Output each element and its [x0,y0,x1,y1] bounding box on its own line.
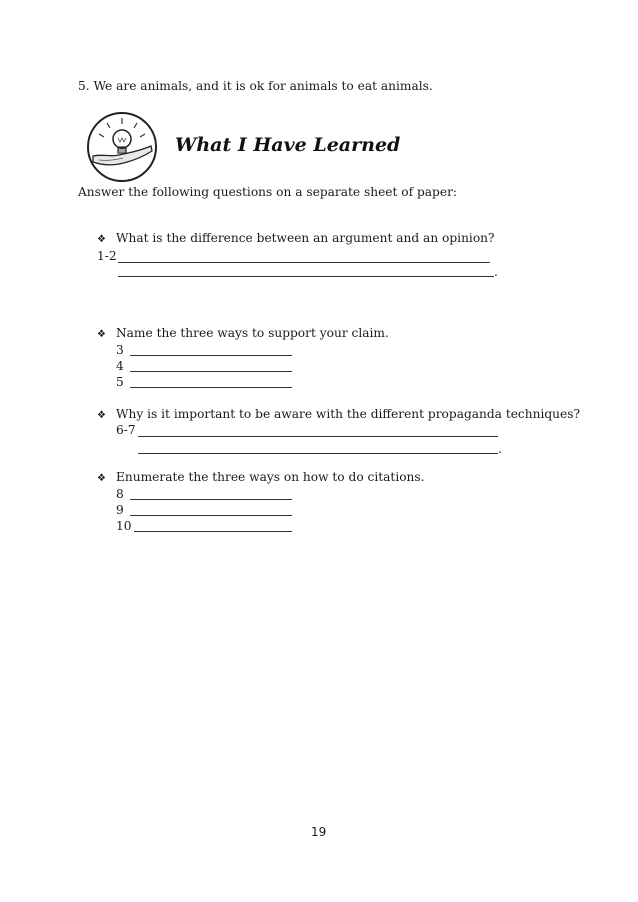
section-heading: What I Have Learned [175,134,401,156]
question-3-number: 6-7 [116,423,136,437]
bullet-icon: ❖ [97,410,106,421]
answer-line [130,355,292,356]
question-1-text: What is the difference between an argument and an opinion? [116,231,495,245]
answer-line [118,276,494,277]
bullet-icon: ❖ [97,234,106,245]
answer-number: 10 [116,519,132,533]
bullet-icon: ❖ [97,329,106,340]
answer-line [130,387,292,388]
bullet-icon: ❖ [97,473,106,484]
answer-line [130,371,292,372]
item-5: 5. We are animals, and it is ok for animals to eat animals. [78,79,433,93]
answer-number: 9 [116,503,124,517]
answer-number: 8 [116,487,124,501]
answer-line [138,453,498,454]
question-2-text: Name the three ways to support your claim. [116,326,389,340]
lightbulb-in-hand-icon [85,110,159,184]
answer-line [134,531,292,532]
question-1-number: 1-2 [97,249,117,263]
answer-line [130,515,292,516]
page-number: 19 [311,825,327,839]
answer-period: . [494,265,498,279]
answer-period: . [498,442,502,456]
answer-line [118,262,490,263]
question-3-text: Why is it important to be aware with the different propaganda techniques? [116,407,580,421]
answer-number: 3 [116,343,124,357]
question-4-text: Enumerate the three ways on how to do citations. [116,470,425,484]
answer-line [130,499,292,500]
answer-number: 4 [116,359,124,373]
answer-number: 5 [116,375,124,389]
instructions: Answer the following questions on a separate sheet of paper: [78,185,457,199]
answer-line [138,436,498,437]
